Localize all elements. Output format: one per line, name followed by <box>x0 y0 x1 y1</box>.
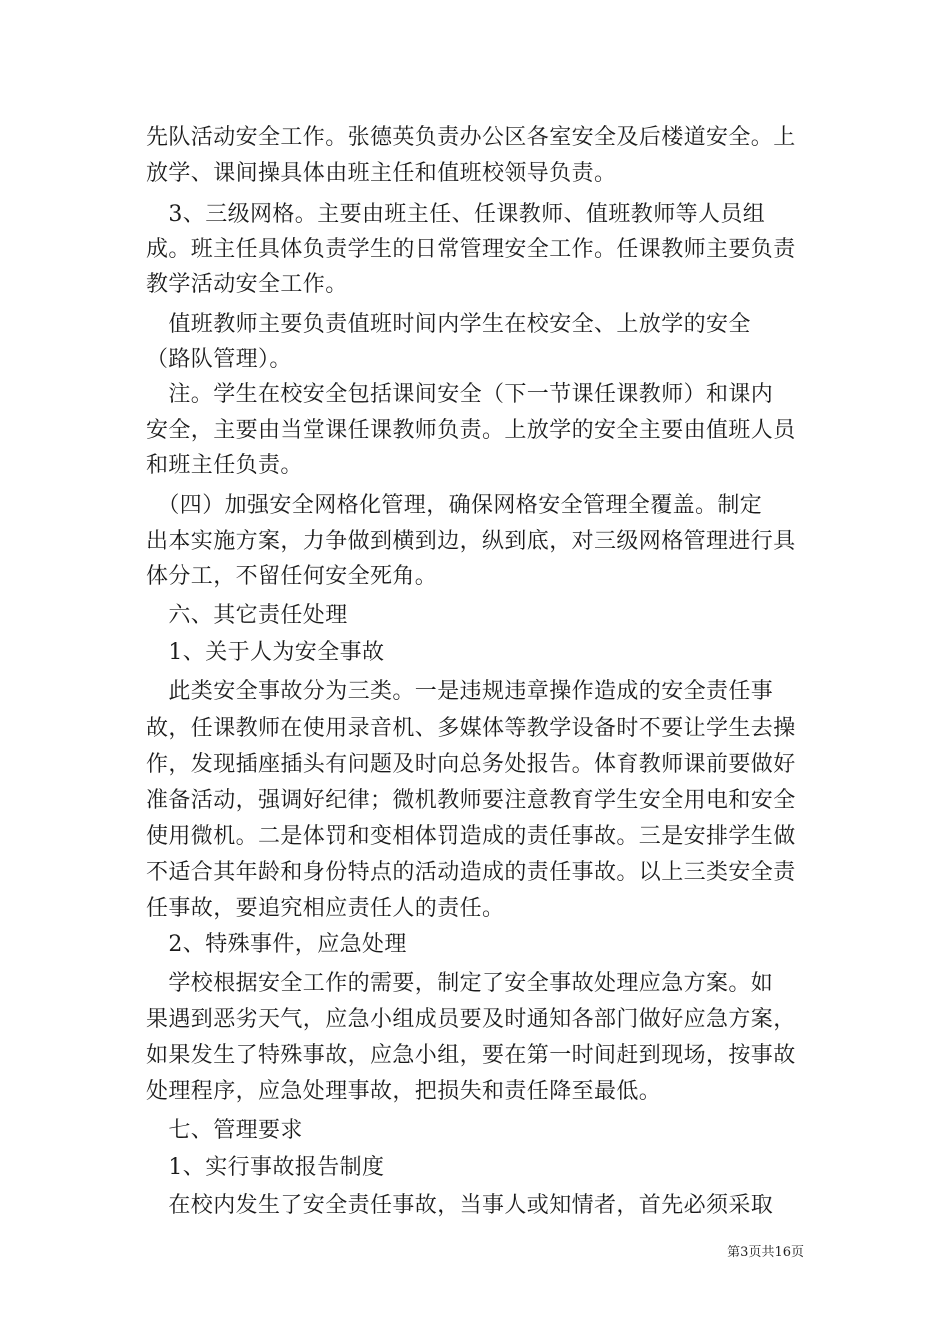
body-text-line: 注。学生在校安全包括课间安全（下一节课任课教师）和课内 <box>146 382 774 407</box>
body-text-line: 准备活动，强调好纪律；微机教师要注意教育学生安全用电和安全 <box>146 788 796 813</box>
body-text-line: 体分工，不留任何安全死角。 <box>146 564 438 589</box>
body-text-line: 故，任课教师在使用录音机、多媒体等教学设备时不要让学生去操 <box>146 716 796 741</box>
body-text-line: 使用微机。二是体罚和变相体罚造成的责任事故。三是安排学生做 <box>146 824 796 849</box>
body-text-line: 安全，主要由当堂课任课教师负责。上放学的安全主要由值班人员 <box>146 418 796 443</box>
body-text-line: 教学活动安全工作。 <box>146 272 348 297</box>
body-text-line: 出本实施方案，力争做到横到边，纵到底，对三级网格管理进行具 <box>146 529 796 554</box>
body-text-line: （路队管理）。 <box>146 347 292 372</box>
body-text-line: 先队活动安全工作。张德英负责办公区各室安全及后楼道安全。上 <box>146 125 796 150</box>
body-text-line: 果遇到恶劣天气，应急小组成员要及时通知各部门做好应急方案， <box>146 1007 796 1032</box>
body-text-line: （四）加强安全网格化管理，确保网格安全管理全覆盖。制定 <box>146 493 763 518</box>
section-heading: 七、管理要求 <box>146 1118 303 1143</box>
body-text-line: 如果发生了特殊事故，应急小组，要在第一时间赶到现场，按事故 <box>146 1043 796 1068</box>
body-text-line: 处理程序，应急处理事故，把损失和责任降至最低。 <box>146 1079 662 1104</box>
sub-heading: 2、特殊事件，应急处理 <box>146 932 407 957</box>
body-text-line: 学校根据安全工作的需要，制定了安全事故处理应急方案。如 <box>146 971 774 996</box>
body-text-line: 不适合其年龄和身份特点的活动造成的责任事故。以上三类安全责 <box>146 860 796 885</box>
body-text-line: 作，发现插座插头有问题及时向总务处报告。体育教师课前要做好 <box>146 752 796 777</box>
body-text-line: 放学、课间操具体由班主任和值班校领导负责。 <box>146 161 617 186</box>
body-text-line: 成。班主任具体负责学生的日常管理安全工作。任课教师主要负责 <box>146 237 796 262</box>
sub-heading: 1、关于人为安全事故 <box>146 640 385 665</box>
sub-heading: 1、实行事故报告制度 <box>146 1155 385 1180</box>
body-text-line: 在校内发生了安全责任事故，当事人或知情者，首先必须采取 <box>146 1193 774 1218</box>
page-number: 第3页共16页 <box>727 1245 804 1260</box>
body-text-line: 任事故，要追究相应责任人的责任。 <box>146 896 505 921</box>
body-text-line: 值班教师主要负责值班时间内学生在校安全、上放学的安全 <box>146 312 751 337</box>
section-heading: 六、其它责任处理 <box>146 603 348 628</box>
body-text-line: 和班主任负责。 <box>146 453 303 478</box>
body-text-line: 此类安全事故分为三类。一是违规违章操作造成的安全责任事 <box>146 679 774 704</box>
body-text-line: 3、三级网格。主要由班主任、任课教师、值班教师等人员组 <box>146 202 766 227</box>
